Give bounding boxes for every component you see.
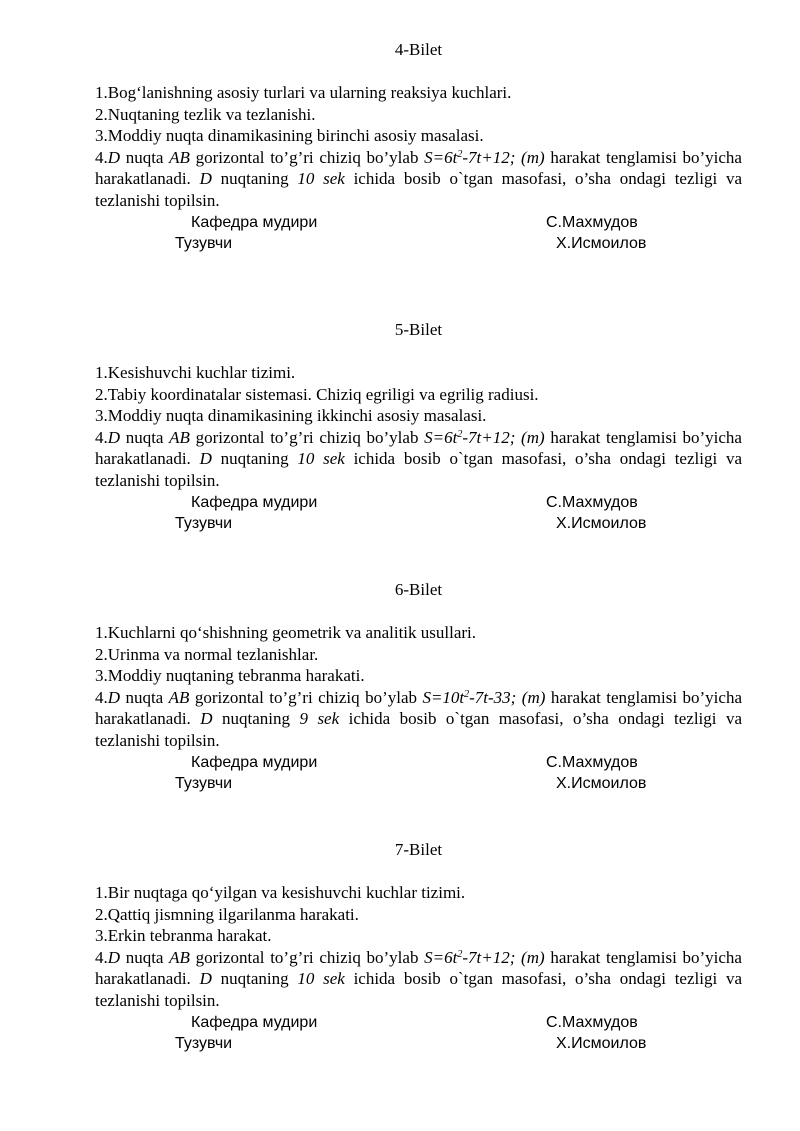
question-1: 1.Kesishuvchi kuchlar tizimi. (95, 363, 296, 382)
question-4-problem (95, 427, 742, 492)
task-text: harakat tenglamisi bo’yicha harakatlanadi. (95, 687, 742, 729)
signature-row-author (95, 1033, 742, 1055)
task-text: nuqta (120, 687, 169, 707)
department-head-name: С.Махмудов (546, 213, 638, 231)
equation-part: -7t+12; (m) (462, 147, 545, 167)
point-label: D (107, 687, 121, 707)
question-1: 1.Kuchlarni qo‘shishning geometrik va analitik usullari. (95, 623, 477, 642)
task-text: ichida bosib o`tgan masofasi, o’sha ondagi tezligi va tezlanishi topilsin. (95, 709, 743, 750)
ticket-5 (95, 319, 742, 535)
motion-equation (424, 148, 545, 167)
question-2: 2.Tabiy koordinatalar sistemasi. Chiziq egriligi va egrilig radiusi. (95, 384, 539, 404)
question-3: 3.Erkin tebranma harakat. (95, 926, 272, 946)
task-number: 4. (95, 427, 108, 447)
equation-exponent: 2 (464, 688, 470, 700)
equation-part: S=6t (424, 147, 458, 167)
equation-part: S=6t (424, 947, 458, 967)
task-number: 4. (95, 947, 108, 967)
signature-row-head (95, 752, 742, 774)
time-value: 10 sek (297, 449, 345, 469)
question-2: 2.Qattiq jismning ilgarilanma harakati. (95, 904, 359, 924)
equation-part: -7t+12; (m) (462, 947, 545, 967)
task-text: harakat tenglamisi bo’yicha harakatlanadi. (95, 427, 742, 469)
point-label: D (199, 969, 212, 989)
department-head-name: С.Махмудов (546, 493, 638, 511)
ticket-6 (95, 579, 742, 795)
point-label: D (199, 449, 212, 469)
task-text: ichida bosib o`tgan masofasi, o’sha ondagi tezligi va tezlanishi topilsin. (95, 969, 742, 1010)
point-label: D (200, 709, 213, 729)
equation-exponent: 2 (457, 148, 463, 160)
signature-row-author (95, 773, 742, 795)
question-3: 3.Moddiy nuqta dinamikasining ikkinchi asosiy masalasi. (95, 406, 487, 426)
segment-label: AB (168, 687, 190, 707)
author-label: Тузувчи (175, 515, 233, 533)
question-2: 2.Urinma va normal tezlanishlar. (95, 644, 319, 664)
task-number: 4. (95, 147, 108, 167)
task-text: ichida bosib o`tgan masofasi, o’sha ondagi tezligi va tezlanishi topilsin. (95, 449, 742, 490)
task-text: harakat tenglamisi bo’yicha harakatlanadi. (95, 947, 742, 989)
point-label: D (199, 169, 212, 189)
task-text: gorizontal to’g’ri chiziq bo’ylab (189, 427, 425, 447)
ticket-title: 4-Bilet (394, 40, 443, 59)
task-text: gorizontal to’g’ri chiziq bo’ylab (189, 147, 425, 167)
segment-label: AB (169, 147, 190, 167)
question-1: 1.Bir nuqtaga qo‘yilgan va kesishuvchi kuchlar tizimi. (95, 883, 466, 902)
department-head-name: С.Махмудов (546, 753, 638, 771)
department-head-name: С.Махмудов (546, 1013, 638, 1031)
segment-label: AB (169, 427, 190, 447)
signature-row-author (95, 513, 742, 535)
signature-row-author (95, 233, 742, 255)
author-label: Тузувчи (175, 1035, 233, 1053)
point-label: D (107, 147, 121, 167)
ticket-7 (95, 839, 742, 1055)
time-value: 10 sek (297, 169, 345, 189)
author-name: Х.Исмоилов (556, 235, 647, 253)
equation-part: -7t+12; (m) (462, 427, 545, 447)
signature-row-head (95, 492, 742, 514)
department-head-label: Кафедра мудири (191, 753, 318, 771)
task-text: nuqtaning (211, 969, 298, 989)
motion-equation (424, 948, 545, 967)
equation-exponent: 2 (457, 428, 463, 440)
department-head-label: Кафедра мудири (191, 493, 318, 511)
task-text: nuqtaning (212, 709, 300, 729)
task-text: gorizontal to’g’ri chiziq bo’ylab (189, 687, 423, 707)
author-label: Тузувчи (175, 775, 233, 793)
task-number: 4. (95, 687, 108, 707)
time-value: 9 sek (299, 709, 340, 729)
task-text: nuqta (120, 147, 170, 167)
motion-equation (424, 428, 545, 447)
department-head-label: Кафедра мудири (191, 1013, 318, 1031)
motion-equation (422, 688, 545, 707)
question-4-problem (95, 687, 742, 752)
question-2: 2.Nuqtaning tezlik va tezlanishi. (95, 104, 316, 124)
task-text: nuqtaning (211, 169, 298, 189)
time-value: 10 sek (297, 969, 345, 989)
equation-part: S=10t (422, 687, 465, 707)
question-3: 3.Moddiy nuqta dinamikasining birinchi asosiy masalasi. (95, 126, 484, 146)
ticket-title: 7-Bilet (394, 840, 443, 859)
ticket-title: 5-Bilet (394, 320, 443, 339)
equation-part: -7t-33; (m) (469, 687, 546, 707)
question-4-problem (95, 947, 742, 1012)
signature-row-head (95, 212, 742, 234)
question-3: 3.Moddiy nuqtaning tebranma harakati. (95, 666, 365, 686)
task-text: ichida bosib o`tgan masofasi, o’sha ondagi tezligi va tezlanishi topilsin. (95, 169, 742, 210)
ticket-4 (95, 39, 742, 255)
author-name: Х.Исмоилов (556, 515, 647, 533)
question-4-problem (95, 147, 742, 212)
author-name: Х.Исмоилов (556, 775, 647, 793)
task-text: nuqtaning (211, 449, 298, 469)
point-label: D (107, 947, 121, 967)
task-text: gorizontal to’g’ri chiziq bo’ylab (189, 947, 425, 967)
signature-row-head (95, 1012, 742, 1034)
equation-exponent: 2 (457, 948, 463, 960)
task-text: harakat tenglamisi bo’yicha harakatlanadi. (95, 147, 742, 189)
author-name: Х.Исмоилов (556, 1035, 647, 1053)
author-label: Тузувчи (175, 235, 233, 253)
department-head-label: Кафедра мудири (191, 213, 318, 231)
ticket-title: 6-Bilet (394, 580, 443, 599)
segment-label: AB (169, 947, 190, 967)
task-text: nuqta (120, 427, 170, 447)
question-1: 1.Bog‘lanishning asosiy turlari va ularning reaksiya kuchlari. (95, 83, 512, 102)
equation-part: S=6t (424, 427, 458, 447)
task-text: nuqta (120, 947, 170, 967)
point-label: D (107, 427, 121, 447)
